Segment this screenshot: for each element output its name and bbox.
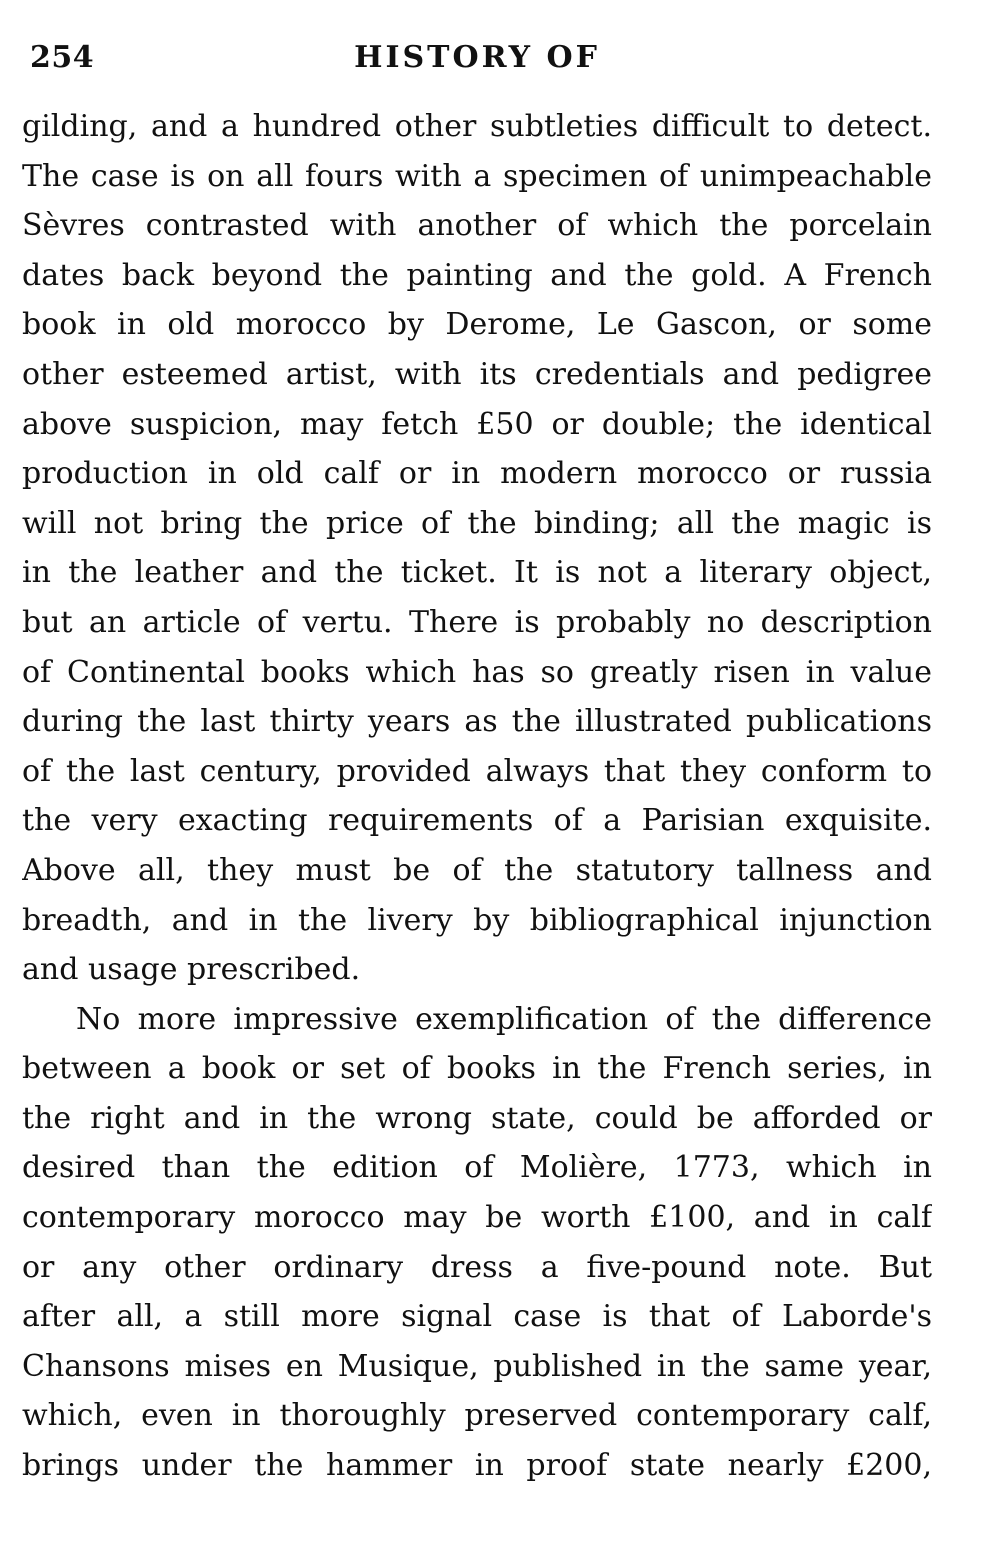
text-line: above suspicion, may fetch £50 or double; the identical	[22, 406, 932, 442]
text-line: in the leather and the ticket. It is not a literary object,	[22, 555, 932, 591]
text-line: production in old calf or in modern morocco or russia	[22, 456, 932, 492]
text-line: Chansons mises en Musique, published in the same year,	[22, 1348, 932, 1384]
text-line: between a book or set of books in the French series, in	[22, 1051, 932, 1087]
text-line: during the last thirty years as the illustrated publications	[22, 704, 932, 740]
page-number: 254	[30, 40, 95, 75]
text-line: and usage prescribed.	[22, 952, 361, 988]
text-line: other esteemed artist, with its credentials and pedigree	[22, 356, 932, 392]
text-line: desired than the edition of Molière, 1773, which in	[22, 1150, 932, 1186]
text-line: book in old morocco by Derome, Le Gascon, or some	[22, 307, 932, 343]
text-line: Above all, they must be of the statutory tallness and	[22, 852, 932, 888]
text-line: of the last century, provided always that they conform to	[22, 753, 932, 789]
text-line: after all, a still more signal case is that of Laborde's	[22, 1299, 932, 1335]
text-line: The case is on all fours with a specimen of unimpeachable	[22, 158, 932, 194]
text-line: but an article of vertu. There is probably no description	[22, 604, 932, 640]
text-line: dates back beyond the painting and the gold. A French	[22, 257, 932, 293]
text-line: breadth, and in the livery by bibliographical injunction	[22, 902, 932, 938]
book-page	[22, 28, 932, 1491]
running-header	[22, 28, 932, 86]
text-line: will not bring the price of the binding; all the magic is	[22, 505, 932, 541]
text-line: which, even in thoroughly preserved contemporary calf,	[22, 1398, 932, 1434]
text-line: brings under the hammer in proof state nearly £200,	[22, 1448, 932, 1484]
paragraph-2	[22, 995, 932, 1491]
running-title: HISTORY OF	[354, 40, 600, 75]
text-line: gilding, and a hundred other subtleties difficult to detect.	[22, 109, 932, 144]
text-line: Sèvres contrasted with another of which the porcelain	[22, 208, 932, 244]
text-line: the right and in the wrong state, could be afforded or	[22, 1100, 932, 1136]
text-line: or any other ordinary dress a five-pound note. But	[22, 1249, 932, 1285]
body-text	[22, 102, 932, 1491]
text-line: No more impressive exemplification of the difference	[76, 1001, 932, 1037]
paragraph-1	[22, 102, 932, 995]
text-line: contemporary morocco may be worth £100, and in calf	[22, 1200, 932, 1236]
text-line: of Continental books which has so greatly risen in value	[22, 654, 932, 690]
text-line: the very exacting requirements of a Parisian exquisite.	[22, 803, 932, 839]
